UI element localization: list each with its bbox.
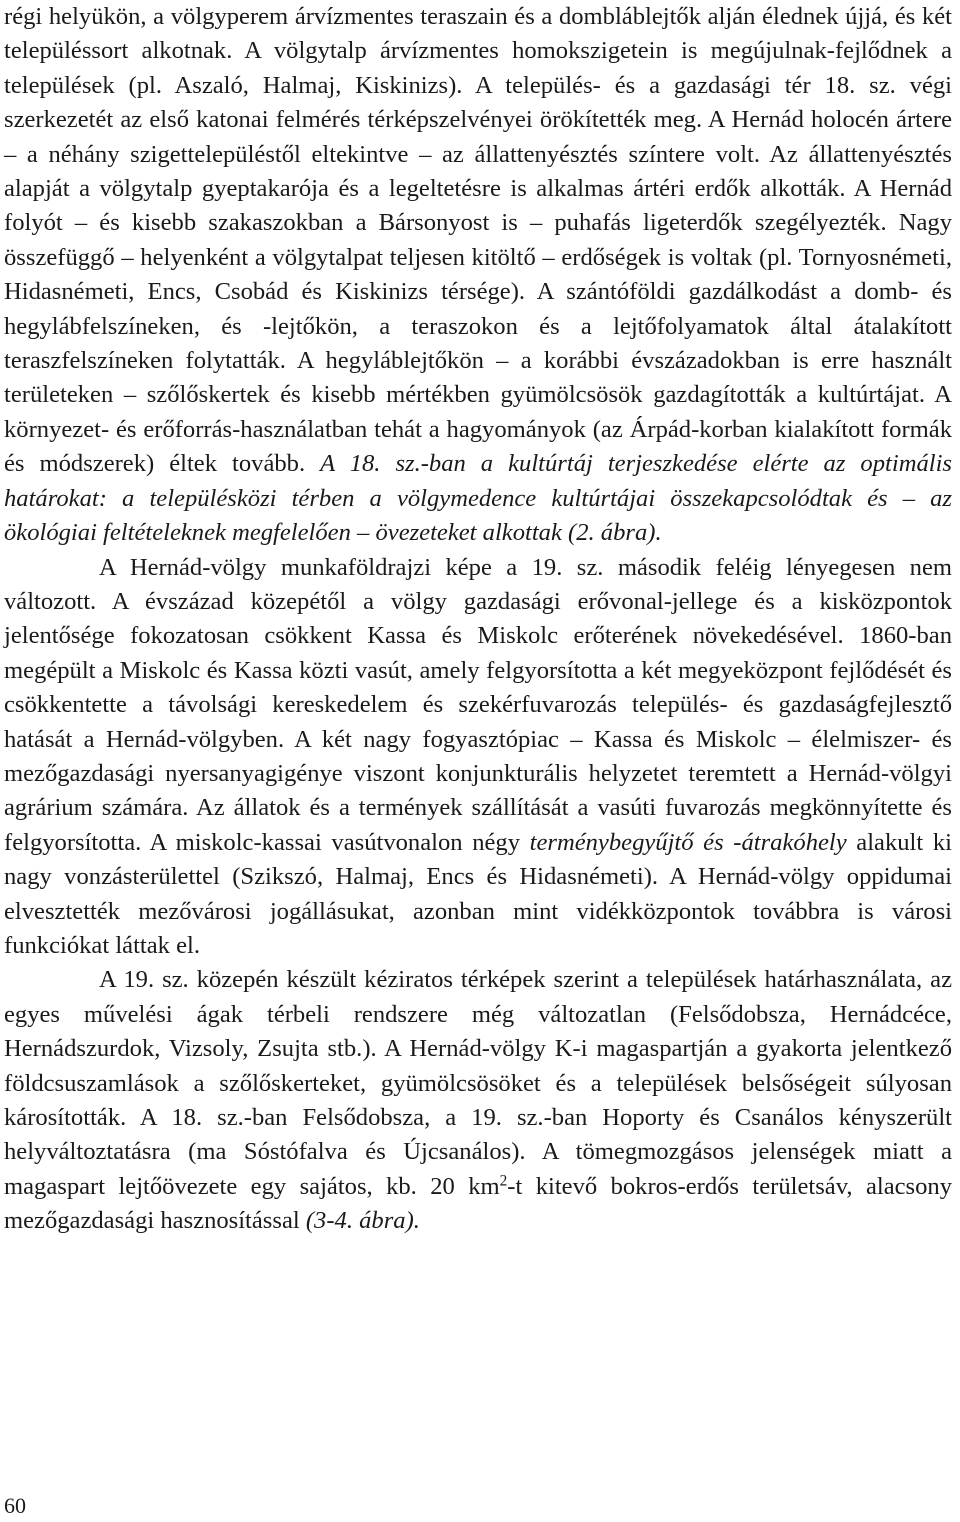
- superscript-2: 2: [499, 1172, 508, 1190]
- paragraph-1: [4, 0, 952, 551]
- page-number: 60: [4, 1493, 26, 1518]
- paragraph-3-figure-ref: (3-4. ábra).: [305, 1207, 420, 1235]
- page-body: [4, 0, 952, 1239]
- paragraph-3: [4, 963, 952, 1238]
- paragraph-2: [4, 551, 952, 964]
- paragraph-3-text-cont: -t kitevő bokros-erdős területsáv, alacsony mezőgazdasági hasznosítással: [4, 1172, 952, 1235]
- paragraph-2-text-end: alakult ki nagy vonzásterülettel (Szikszó, Halmaj, Encs és Hidasnémeti). A Hernád-völgy oppidumai elvesztették mezővárosi jogállásukat, azonban mint vidékközpontok továbbra is városi funkciókat láttak el.: [4, 828, 952, 959]
- paragraph-1-text: régi helyükön, a völgyperem árvízmentes teraszain és a dombláblejtők alján élednek újjá, és két településsort alkotnak. A völgytalp árvízmentes homokszigetein is megújulnak-fejlődnek a települések (pl. Aszaló, Halmaj, Kiskinizs). A település- és a gazdasági tér 18. sz. végi szerkezetét az első katonai felmérés térképszelvényei örökítették meg. A Hernád holocén ártere – a néhány szigettelepüléstől eltekintve – az állattenyésztés színtere volt. Az állattenyésztés alapját a völgytalp gyeptakarója és a legeltetésre is alkalmas ártéri erdők alkották. A Hernád folyót – és kisebb szakaszokban a Bársonyost is – puhafás ligeterdők szegélyezték. Nagy összefüggő – helyenként a völgytalpat teljesen kitöltő – erdőségek is voltak (pl. Tornyosnémeti, Hidasnémeti, Encs, Csobád és Kiskinizs térsége). A szántóföldi gazdálkodást a domb- és hegylábfelszíneken, és -lejtőkön, a teraszokon és a lejtőfolyamatok által átalakított teraszfelszíneken folytatták. A hegyláblejtőkön – a korábbi évszázadokban is erre használt területeken – szőlőskertek és kisebb mértékben gyümölcsösök gazdagították a kultúrtájat. A környezet- és erőforrás-használatban tehát a hagyományok (az Árpád-korban kialakított formák és módszerek) éltek tovább.: [4, 3, 952, 478]
- paragraph-2-italic-term: terménybegyűjtő és -átrakóhely: [529, 828, 847, 856]
- paragraph-3-text: A 19. sz. közepén készült kéziratos térképek szerint a települések határhasználata, az egyes művelési ágak térbeli rendszere még változatlan (Felsődobsza, Hernádcéce, Hernádszurdok, Vizsoly, Zsujta stb.). A Hernád-völgy K-i magaspartján a gyakorta jelentkező földcsuszamlások a szőlőskerteket, gyümölcsösöket és a települések belsőségeit súlyosan károsították. A 18. sz.-ban Felsődobsza, a 19. sz.-ban Hoporty és Csanálos kényszerült helyváltoztatásra (ma Sóstófalva és Újcsanálos). A tömegmozgásos jelenségek miatt a magaspart lejtőövezete egy sajátos, kb. 20 km: [4, 966, 952, 1200]
- paragraph-1-italic-text: A 18. sz.-ban a kultúrtáj terjeszkedése elérte az optimális határokat: a településközi térben a völgymedence kultúrtájai összekapcsolódtak és – az ökológiai feltételeknek megfelelően – övezeteket alkottak (2. ábra).: [4, 450, 952, 547]
- paragraph-2-text: A Hernád-völgy munkaföldrajzi képe a 19. sz. második feléig lényegesen nem változott. A évszázad közepétől a völgy gazdasági erővonal-jellege és a kisközpontok jelentősége fokozatosan csökkent Kassa és Miskolc erőterének növekedésével. 1860-ban megépült a Miskolc és Kassa közti vasút, amely felgyorsította a két megyeközpont fejlődését és csökkentette a távolsági kereskedelem és szekérfuvarozás település- és gazdaságfejlesztő hatását a Hernád-völgyben. A két nagy fogyasztópiac – Kassa és Miskolc – élelmiszer- és mezőgazdasági nyersanyagigénye viszont konjunkturális helyzetet teremtett a Hernád-völgyi agrárium számára. Az állatok és a termények szállítását a vasúti fuvarozás megkönnyítette és felgyorsította. A miskolc-kassai vasútvonalon négy: [4, 553, 952, 856]
